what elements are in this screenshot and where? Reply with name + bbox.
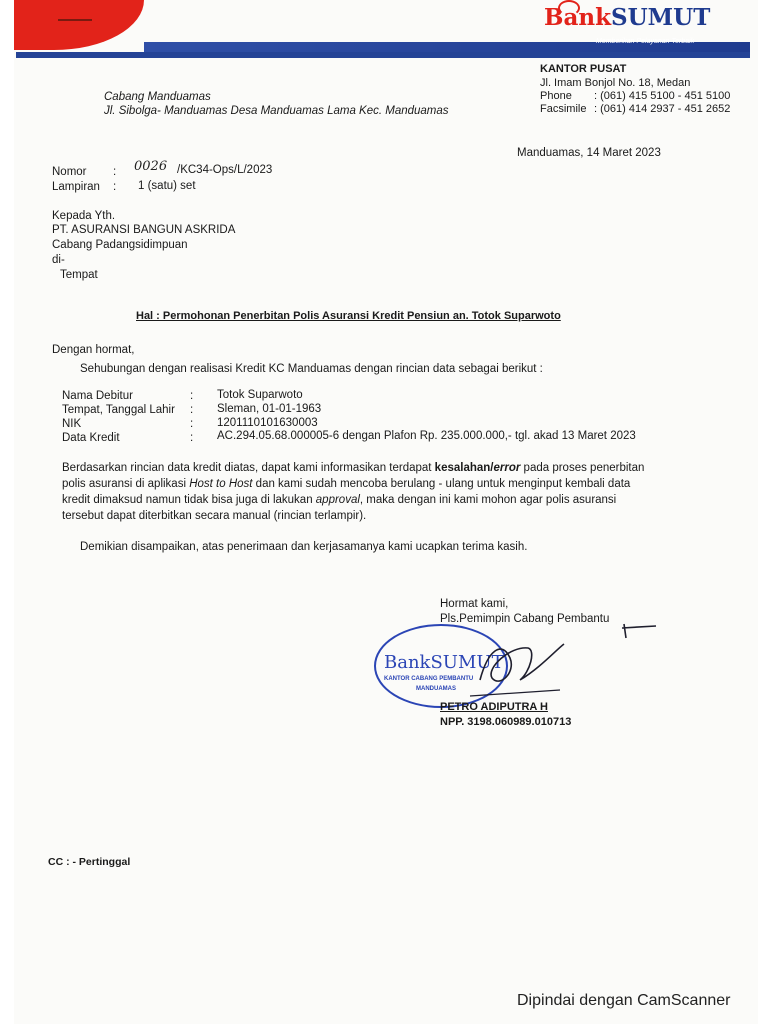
body-italic: approval — [315, 494, 360, 506]
body-emphasis-italic: error — [493, 462, 521, 474]
stamp-sumut-word: SUMUT — [430, 652, 504, 673]
stamp-bank-word: Bank — [384, 652, 431, 673]
recipient-company: PT. ASURANSI BANGUN ASKRIDA — [52, 224, 236, 236]
letter-date: Manduamas, 14 Maret 2023 — [517, 147, 661, 159]
header-blue-rule — [16, 52, 750, 58]
recipient-branch: Cabang Padangsidimpuan — [52, 239, 188, 251]
recipient-tempat: Tempat — [60, 269, 98, 281]
logo-tagline: Memberikan Pelayanan Terbaik — [596, 38, 695, 45]
stamp-branch-line: MANDUAMAS — [416, 686, 456, 692]
detail-label: Nama Debitur — [62, 390, 133, 402]
subject-line: Hal : Permohonan Penerbitan Polis Asuransi Kredit Pensiun an. Totok Suparwoto — [136, 310, 561, 322]
signer-npp: NPP. 3198.060989.010713 — [440, 716, 572, 728]
detail-separator: : — [190, 432, 194, 444]
cc-line: CC : - Pertinggal — [48, 856, 131, 868]
stamp-office-line: KANTOR CABANG PEMBANTU — [384, 676, 474, 682]
phone-value: : (061) 415 5100 - 451 5100 — [594, 90, 731, 102]
greeting: Dengan hormat, — [52, 344, 135, 356]
regards: Hormat kami, — [440, 598, 509, 610]
signer-position: Pls.Pemimpin Cabang Pembantu — [440, 613, 610, 625]
detail-value: AC.294.05.68.000005-6 dengan Plafon Rp. 235.000.000,- tgl. akad 13 Maret 2023 — [217, 430, 636, 442]
body-italic: Host to Host — [189, 478, 253, 490]
camscanner-watermark: Dipindai dengan CamScanner — [517, 992, 731, 1009]
logo-bank-text: Bank — [544, 4, 612, 31]
detail-value: Totok Suparwoto — [217, 389, 303, 401]
phone-label: Phone — [540, 90, 572, 102]
head-office-address: Jl. Imam Bonjol No. 18, Medan — [540, 77, 691, 89]
logo-sumut-text: SUMUT — [611, 4, 711, 31]
recipient-di: di- — [52, 254, 65, 266]
body-text: , maka dengan ini kami mohon agar polis asuransi — [359, 494, 617, 506]
body-text: kredit dimaksud namun tidak bisa juga di lakukan — [62, 494, 316, 506]
detail-separator: : — [190, 404, 194, 416]
lampiran-value: 1 (satu) set — [138, 180, 196, 192]
body-emphasis: kesalahan/ — [434, 462, 494, 474]
detail-label: Tempat, Tanggal Lahir — [62, 404, 175, 416]
detail-label: Data Kredit — [62, 432, 120, 444]
intro-text: Sehubungan dengan realisasi Kredit KC Manduamas dengan rincian data sebagai berikut : — [80, 363, 543, 375]
signer-name: PETRO ADIPUTRA H — [440, 701, 548, 713]
body-line-1 — [62, 461, 644, 475]
logo-swirl-icon — [558, 0, 580, 16]
detail-label: NIK — [62, 418, 82, 430]
branch-address: Jl. Sibolga- Manduamas Desa Manduamas Lama Kec. Manduamas — [104, 105, 449, 117]
body-text: Berdasarkan rincian data kredit diatas, dapat kami informasikan terdapat — [62, 462, 435, 474]
detail-separator: : — [190, 418, 194, 430]
fax-value: : (061) 414 2937 - 451 2652 — [594, 103, 731, 115]
fax-label: Facsimile — [540, 103, 587, 115]
body-text: dan kami sudah mencoba berulang - ulang untuk menginput kembali data — [252, 478, 631, 490]
lampiran-label: Lampiran — [52, 181, 100, 193]
bank-sumut-logo — [544, 4, 710, 50]
nomor-handwritten: 0026 — [134, 159, 168, 174]
detail-separator: : — [190, 390, 194, 402]
detail-value: Sleman, 01-01-1963 — [217, 403, 322, 415]
detail-value: 1201110101630003 — [217, 417, 318, 429]
lampiran-separator: : — [113, 181, 117, 193]
closing-text: Demikian disampaikan, atas penerimaan dan kerjasamanya kami ucapkan terima kasih. — [80, 541, 528, 553]
body-text: polis asuransi di aplikasi — [62, 478, 190, 490]
body-line-4: tersebut dapat diterbitkan secara manual (rincian terlampir). — [62, 510, 367, 522]
header-mark — [58, 19, 92, 21]
head-office-title: KANTOR PUSAT — [540, 63, 627, 75]
body-line-3 — [62, 493, 616, 507]
body-line-2 — [62, 477, 630, 491]
nomor-label: Nomor — [52, 166, 87, 178]
nomor-separator: : — [113, 166, 117, 178]
nomor-suffix: /KC34-Ops/L/2023 — [177, 164, 273, 176]
body-text: pada proses penerbitan — [520, 462, 645, 474]
recipient-line-1: Kepada Yth. — [52, 210, 116, 222]
branch-name: Cabang Manduamas — [104, 91, 211, 103]
